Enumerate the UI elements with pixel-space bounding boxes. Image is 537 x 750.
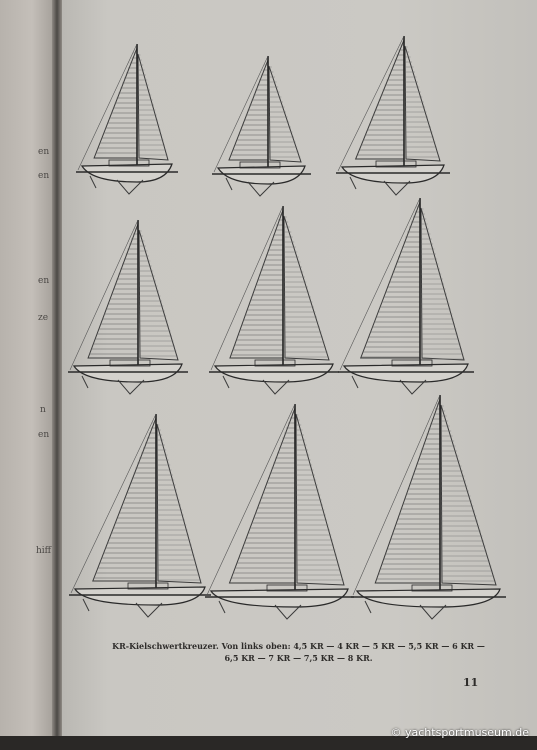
sailboat-drawing	[205, 404, 354, 619]
sailboat-drawing	[351, 395, 506, 619]
figure-caption-line-1: KR-Kielschwertkreuzer. Von links oben: 4,5 KR — 4 KR — 5 KR — 5,5 KR — 6 KR —	[112, 641, 485, 651]
left-page-fragment: en	[38, 171, 50, 181]
left-page-fragment: hiff	[36, 546, 52, 556]
left-page-fragment: en	[38, 276, 50, 286]
left-page-fragment: n	[40, 405, 46, 415]
sailboat-drawing	[209, 206, 339, 394]
page-number: 11	[463, 676, 479, 689]
sailboat-drawing	[212, 56, 311, 196]
watermark: © yachtsportmuseum.de	[390, 726, 529, 739]
sailboat-drawing	[69, 414, 211, 617]
sailboat-drawing	[338, 198, 474, 394]
sailboat-drawing	[336, 36, 450, 195]
left-page-fragment: en	[38, 147, 50, 157]
figure-caption-line-2: 6,5 KR — 7 KR — 7,5 KR — 8 KR.	[224, 653, 373, 663]
sailboat-drawing	[68, 220, 188, 394]
sailboat-drawing	[76, 44, 178, 194]
left-page-fragment: ze	[38, 313, 49, 323]
left-page-fragment: en	[38, 430, 50, 440]
